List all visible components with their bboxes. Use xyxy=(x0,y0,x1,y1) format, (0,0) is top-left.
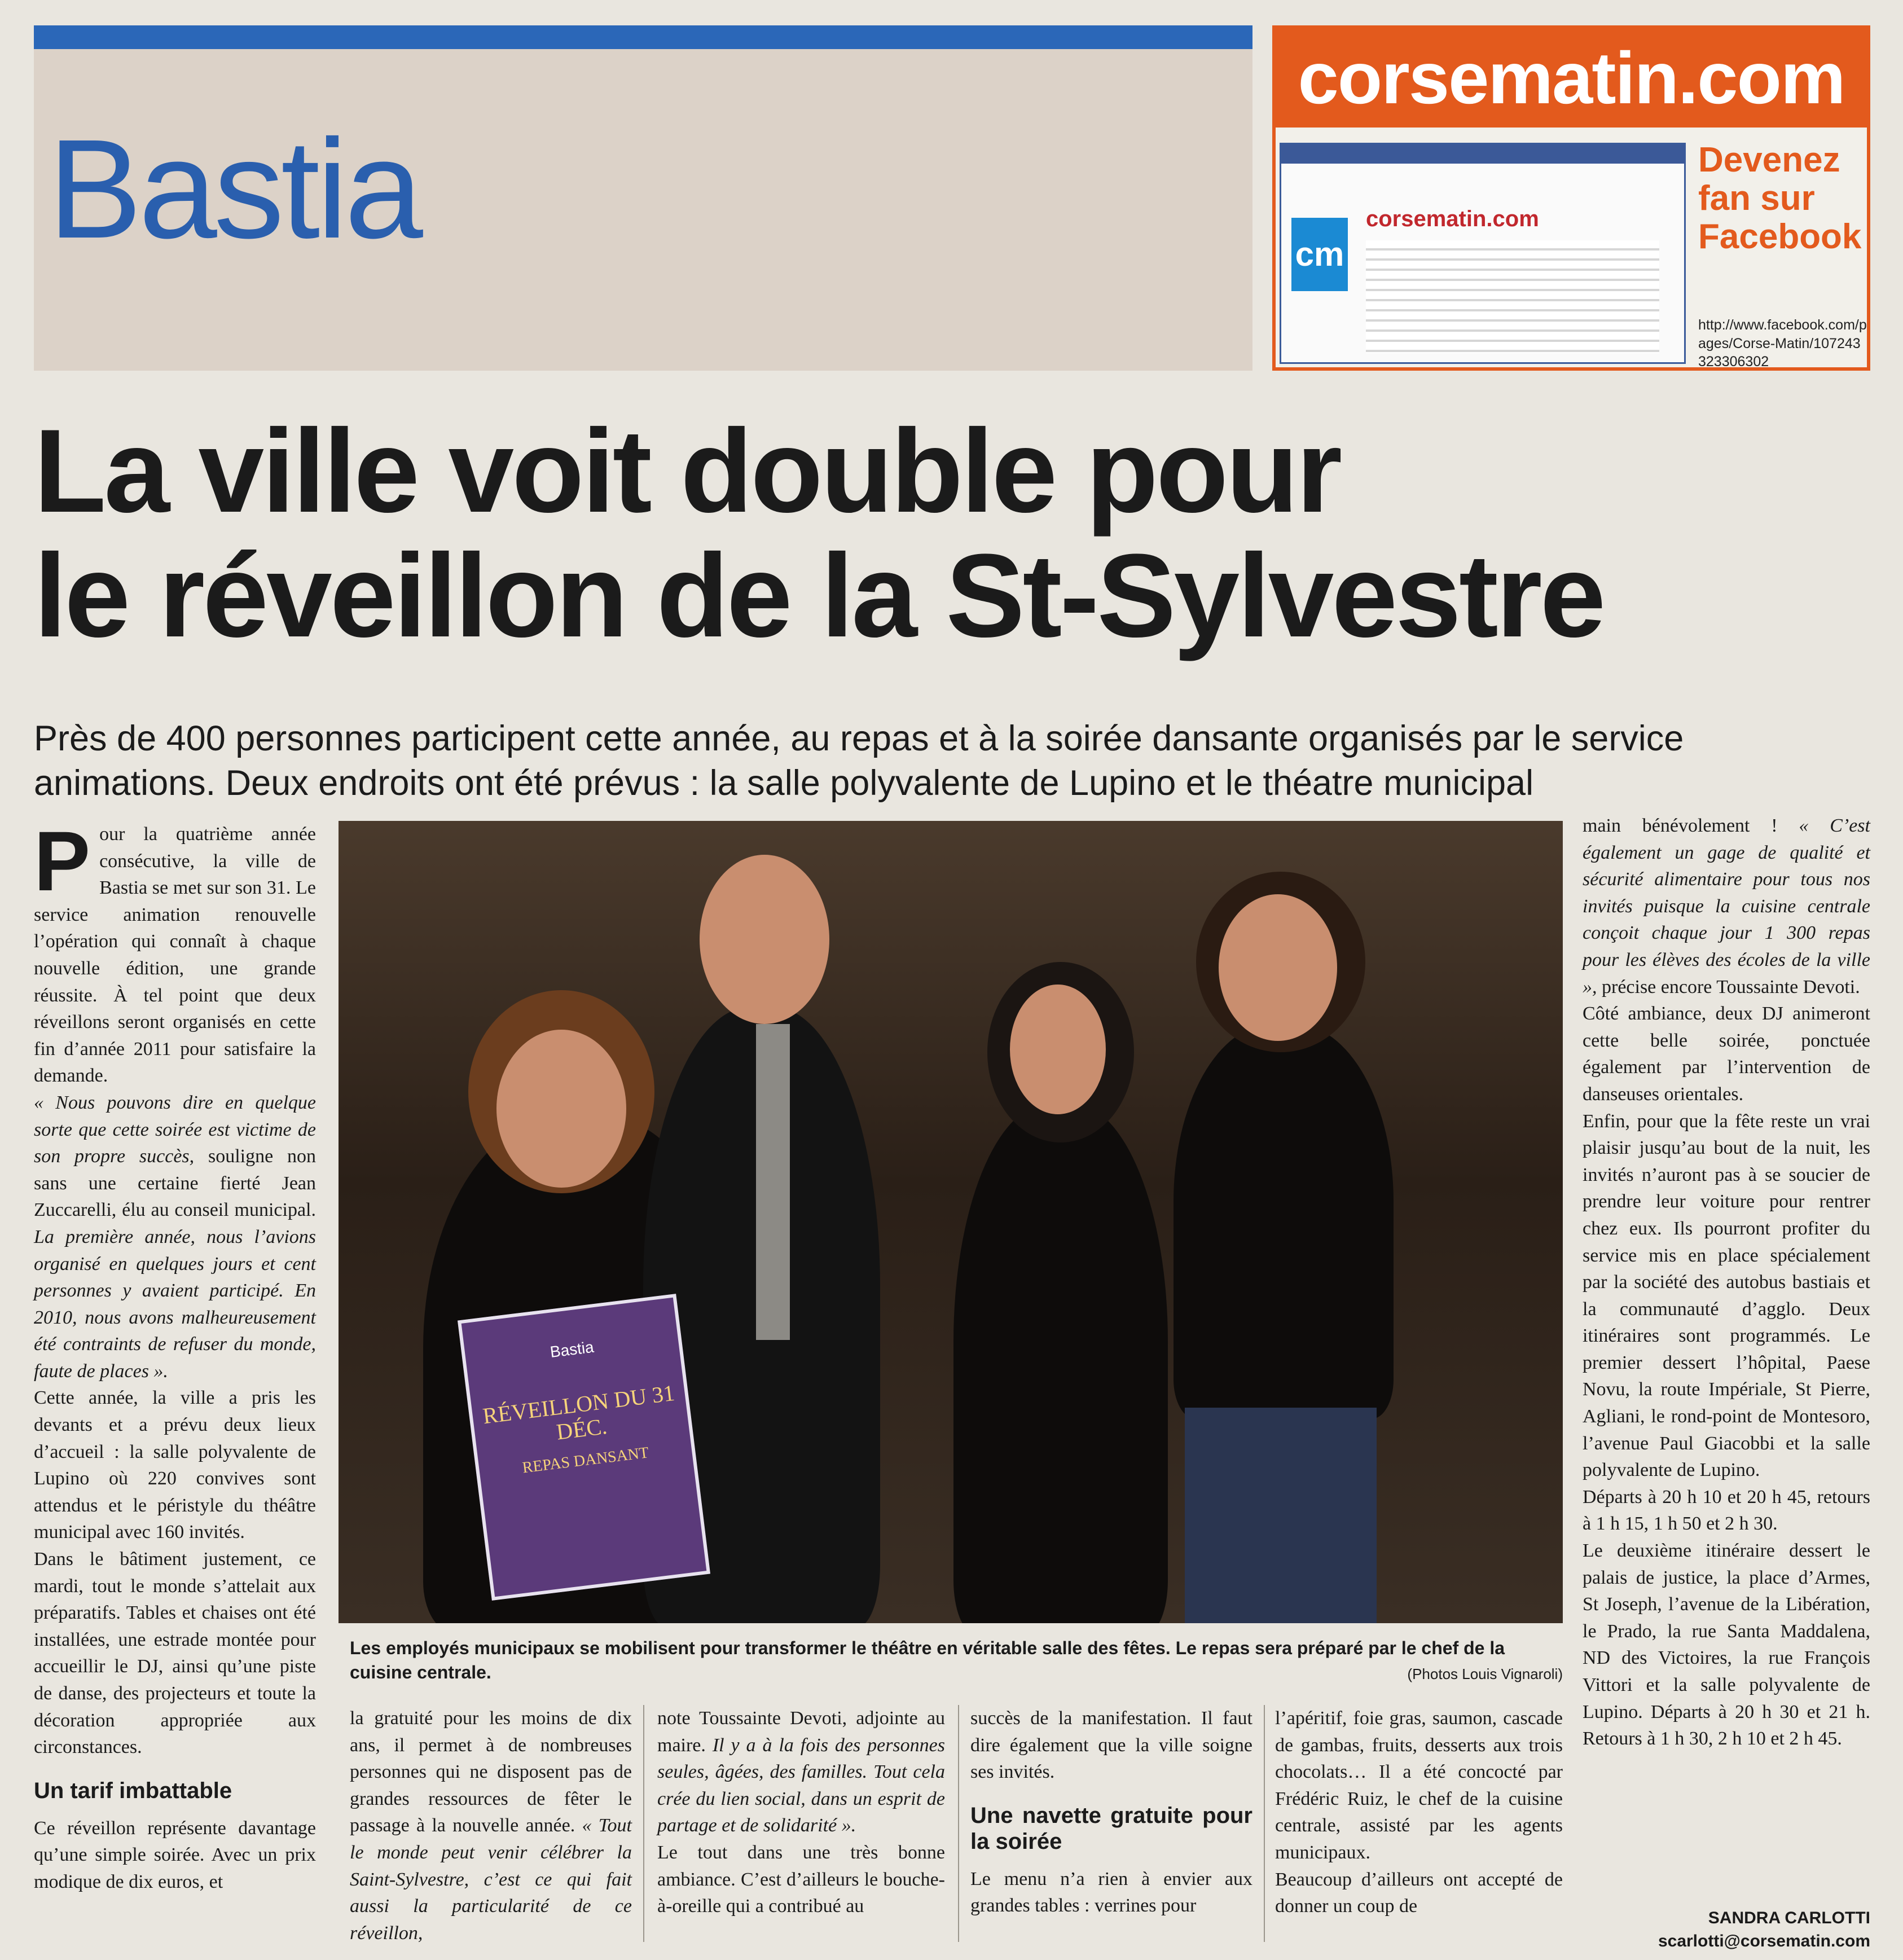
cm-logo-icon: cm xyxy=(1291,218,1348,291)
paragraph-text: our la quatrième année consécutive, la ville de Bastia se met sur son 31. Le service animation renouvelle l’opération qui connaît à chaque nouvelle édition, une grande réussite. À tel point que deux réveillons seront organisés en cette fin d’année 2011 pour satisfaire la demande. xyxy=(34,824,316,1087)
dropcap: P xyxy=(34,814,91,908)
paragraph xyxy=(657,1705,945,1839)
column-rule xyxy=(958,1705,959,1942)
face xyxy=(1010,985,1106,1114)
headline-line-2: le réveillon de la St-Sylvestre xyxy=(34,529,1604,662)
poster-subtitle: REPAS DANSANT xyxy=(521,1444,650,1477)
paragraph-text: note Toussainte Devoti, adjointe au maire. xyxy=(657,1708,945,1756)
headline-line-1: La ville voit double pour xyxy=(34,405,1341,537)
screenshot-site-name: corsematin.com xyxy=(1366,206,1539,231)
promo-brand: corsematin.com xyxy=(1276,29,1867,128)
paragraph xyxy=(34,1089,316,1385)
article-column-bottom-4 xyxy=(1275,1705,1563,1920)
article-column-left xyxy=(34,814,316,1896)
article-column-bottom-2 xyxy=(657,1705,945,1920)
promo-cta: Devenez fan sur Facebook xyxy=(1698,140,1862,257)
paragraph-text: main bénévolement ! xyxy=(1583,815,1778,836)
article-photo xyxy=(339,821,1563,1623)
paragraph: l’apéritif, foie gras, saumon, cascade de gambas, fruits, desserts aux trois chocolats… Il a été concocté par Frédéric Ruiz, le chef de la cuisine centrale, assisté par les agents municipaux. xyxy=(1275,1708,1563,1863)
face xyxy=(496,1030,626,1188)
section-title: Bastia xyxy=(48,110,420,267)
poster-title: RÉVEILLON DU 31 DÉC. xyxy=(481,1379,676,1445)
paragraph: Ce réveillon représente davantage qu’une simple soirée. Avec un prix modique de dix euros, et xyxy=(34,1817,316,1892)
author-email: scarlotti@corsematin.com xyxy=(1658,1931,1870,1950)
quote: Il y a à la fois des personnes seules, âgées, des familles. Tout cela crée du lien social, dans un esprit de partage et de solidarité ». xyxy=(657,1734,945,1836)
quote: « Tout le monde peut venir célébrer la Saint-Sylvestre, c’est ce qui fait aussi la particularité de ce réveillon, xyxy=(350,1815,632,1944)
paragraph xyxy=(1583,812,1870,1000)
paragraph: Départs à 20 h 10 et 20 h 45, retours à 1 h 15, 1 h 50 et 2 h 30. xyxy=(1583,1486,1870,1535)
standfirst: Près de 400 personnes participent cette année, au repas et à la soirée dansante organisés par le service animations. Deux endroits ont été prévus : la salle polyvalente de Lupino et le théatre municipal xyxy=(34,719,1684,803)
quote: La première année, nous l’avions organisé en quelques jours et cent personnes y avaient participé. En 2010, nous avons malheureusement été contraints de refuser du monde, faute de places ». xyxy=(34,1226,316,1382)
person-woman-right xyxy=(1174,1024,1394,1419)
article-column-right xyxy=(1583,812,1870,1752)
article-column-bottom-1 xyxy=(350,1705,632,1946)
author-name: SANDRA CARLOTTI xyxy=(1708,1909,1870,1927)
paragraph: Côté ambiance, deux DJ animeront cette belle soirée, ponctuée également par l’intervention de danseuses orientales. xyxy=(1583,1003,1870,1105)
paragraph: Dans le bâtiment justement, ce mardi, tout le monde s’attelait aux préparatifs. Tables et chaises ont été installées, une estrade montée pour accueillir le DJ, ainsi qu’une piste de danse, des projecteurs et toute la décoration appropriée aux circonstances. xyxy=(34,1549,316,1758)
person-woman-middle xyxy=(953,1103,1168,1623)
paragraph: Le menu n’a rien à envier aux grandes tables : verrines pour xyxy=(970,1868,1252,1917)
event-poster xyxy=(458,1294,710,1601)
promo-url: http://www.facebook.com/pages/Corse-Matin/107243323306302 xyxy=(1698,317,1867,370)
jeans xyxy=(1185,1408,1377,1623)
byline xyxy=(1583,1907,1870,1953)
photo-credit: (Photos Louis Vignaroli) xyxy=(1407,1665,1563,1682)
header-top-bar xyxy=(34,25,1252,49)
paragraph-text: la gratuité pour les moins de dix ans, il permet à de nombreuses personnes qui ne disposent pas de grandes ressources de fêter le passage à la nouvelle année. xyxy=(350,1708,632,1836)
facebook-bar xyxy=(1281,144,1684,164)
photo-caption: Les employés municipaux se mobilisent pour transformer le théâtre en véritable salle des fêtes. Le repas sera préparé par le chef de la cuisine centrale. xyxy=(350,1638,1505,1683)
face xyxy=(700,855,829,1024)
subhead: Une navette gratuite pour la soirée xyxy=(970,1803,1252,1854)
paragraph: Enfin, pour que la fête reste un vrai plaisir jusqu’au bout de la nuit, les invités n’auront pas à se soucier de prendre leur voiture pour rentrer chez eux. Ils pourront profiter du service mis en place spécialement par la société des autobus bastiais et la communauté d’agglo. Deux itinéraires sont programmés. Le premier dessert l’hôpital, Paese Novu, la route Impériale, St Pierre, Agliani, le rond-point de Montesoro, l’avenue Paul Giacobbi et la salle polyvalente de Lupino. xyxy=(1583,1110,1870,1481)
facebook-page-screenshot xyxy=(1280,143,1686,364)
paragraph-text: souligne non sans une certaine fierté Jean Zuccarelli, élu au conseil municipal. xyxy=(34,1146,316,1221)
headline xyxy=(34,405,1783,662)
quote: « Nous pouvons dire en quelque sorte que cette soirée est victime de son propre succès, xyxy=(34,1092,316,1167)
paragraph: Beaucoup d’ailleurs ont accepté de donner un coup de xyxy=(1275,1869,1563,1917)
subhead: Un tarif imbattable xyxy=(34,1778,232,1803)
column-rule xyxy=(1264,1705,1265,1942)
screenshot-content xyxy=(1366,240,1659,353)
quote: « C’est également un gage de qualité et sécurité alimentaire pour tous nos invités puisque la cuisine centrale conçoit chaque jour 1 300 repas pour les élèves des écoles de la ville », xyxy=(1583,815,1870,997)
paragraph-text: précise encore Toussainte Devoti. xyxy=(1597,976,1860,997)
article-column-bottom-3 xyxy=(970,1705,1252,1919)
paragraph: Le tout dans une très bonne ambiance. C’est d’ailleurs le bouche-à-oreille qui a contribué au xyxy=(657,1842,945,1917)
face xyxy=(1219,894,1337,1041)
paragraph: succès de la manifestation. Il faut dire également que la ville soigne ses invités. xyxy=(970,1708,1252,1783)
paragraph: Cette année, la ville a pris les devants et a prévu deux lieux d’accueil : la salle polyvalente de Lupino où 220 convives sont attendus et le péristyle du théâtre municipal avec 160 invités. xyxy=(34,1387,316,1543)
paragraph xyxy=(350,1705,632,1946)
paragraph: Le deuxième itinéraire dessert le palais de justice, la place d’Armes, St Joseph, l’avenue de la Libération, le Prado, la rue Santa Maddalena, ND des Victoires, la rue François Vittori et la salle polyvalente de Lupino. Départs à 20 h 30 et 21 h. Retours à 1 h 30, 2 h 10 et 2 h 45. xyxy=(1583,1540,1870,1750)
tie xyxy=(756,1024,790,1340)
poster-brand: Bastia xyxy=(549,1338,595,1361)
column-rule xyxy=(643,1705,644,1942)
